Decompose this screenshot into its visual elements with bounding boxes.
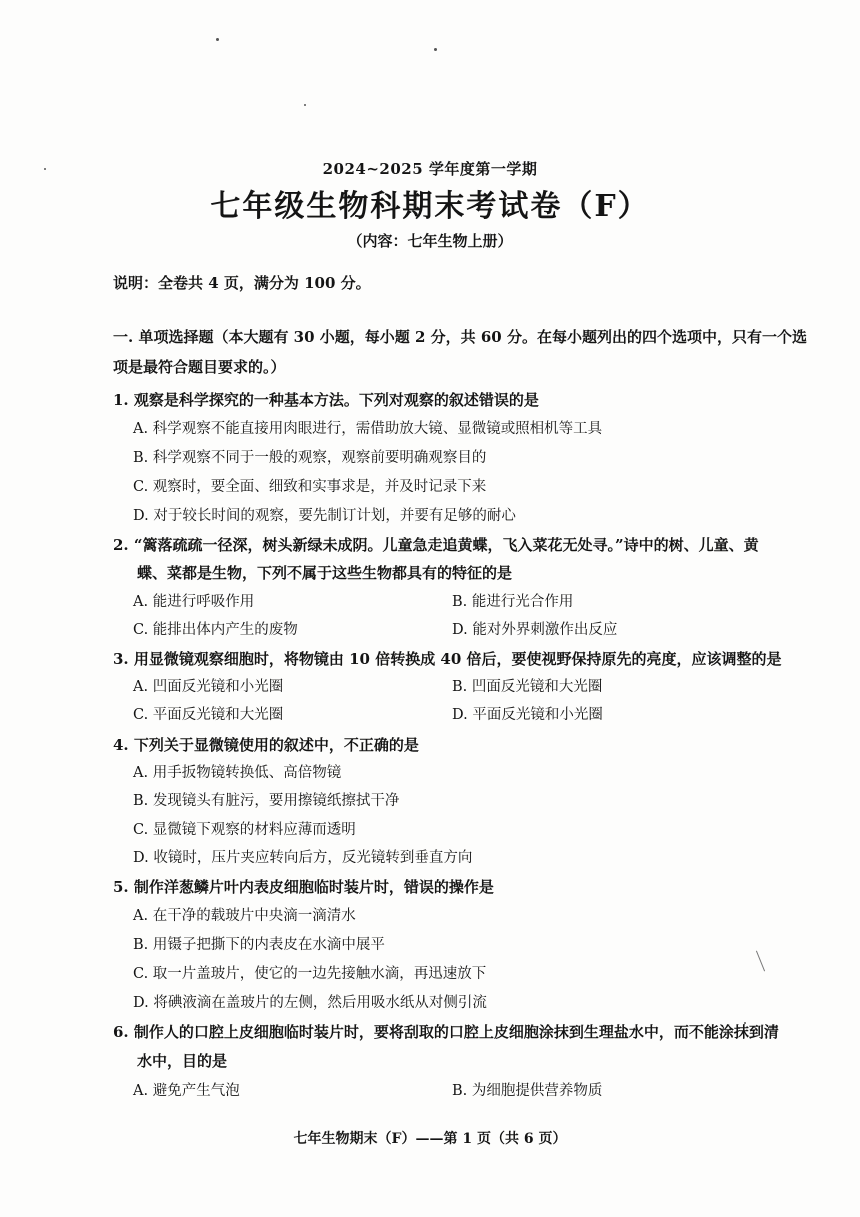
question-5-option-d: D. 将碘液滴在盖玻片的左侧，然后用吸水纸从对侧引流 [133, 995, 487, 1011]
question-6-option-a: A. 避免产生气泡 [133, 1083, 240, 1099]
question-2-option-c: C. 能排出体内产生的废物 [133, 622, 298, 638]
exam-instructions: 说明：全卷共 4 页，满分为 100 分。 [113, 274, 371, 292]
question-5-option-a: A. 在干净的载玻片中央滴一滴清水 [133, 908, 356, 924]
question-1-option-d: D. 对于较长时间的观察，要先制订计划，并要有足够的耐心 [133, 508, 516, 524]
question-6-stem-cont: 水中，目的是 [137, 1052, 228, 1070]
page-footer: 七年生物期末（F）——第 1 页（共 6 页） [293, 1131, 567, 1147]
question-4-stem: 4. 下列关于显微镜使用的叙述中，不正确的是 [113, 736, 419, 754]
question-3-option-b: B. 凹面反光镜和大光圈 [452, 679, 603, 695]
question-3-option-c: C. 平面反光镜和大光圈 [133, 707, 284, 723]
question-4-option-b: B. 发现镜头有脏污，要用擦镜纸擦拭干净 [133, 793, 400, 809]
scan-speck [216, 38, 219, 41]
question-2-stem: 2. “篱落疏疏一径深，树头新绿未成阴。儿童急走追黄蝶，飞入菜花无处寻。”诗中的树、儿童、黄 [113, 536, 759, 554]
page-title: 七年级生物科期末考试卷（F） [210, 189, 650, 224]
question-5-stem: 5. 制作洋葱鳞片叶内表皮细胞临时装片时，错误的操作是 [113, 878, 494, 896]
school-year: 2024~2025 学年度第一学期 [322, 160, 538, 178]
section-heading: 一. 单项选择题（本大题有 30 小题，每小题 2 分，共 60 分。在每小题列出的四个选项中，只有一个选 [113, 328, 807, 346]
question-1-option-b: B. 科学观察不同于一般的观察，观察前要明确观察目的 [133, 450, 487, 466]
scan-speck [434, 48, 437, 51]
question-5-option-b: B. 用镊子把撕下的内表皮在水滴中展平 [133, 937, 385, 953]
question-5-option-c: C. 取一片盖玻片，使它的一边先接触水滴，再迅速放下 [133, 966, 487, 982]
question-6-option-b: B. 为细胞提供营养物质 [452, 1083, 603, 1099]
question-1-option-c: C. 观察时，要全面、细致和实事求是，并及时记录下来 [133, 479, 487, 495]
question-3-stem: 3. 用显微镜观察细胞时，将物镜由 10 倍转换成 40 倍后，要使视野保持原先的亮度，应该调整的是 [113, 650, 782, 668]
question-1-option-a: A. 科学观察不能直接用肉眼进行，需借助放大镜、显微镜或照相机等工具 [133, 421, 603, 437]
question-2-stem-cont: 蝶、菜都是生物，下列不属于这些生物都具有的特征的是 [137, 564, 513, 582]
question-4-option-c: C. 显微镜下观察的材料应薄而透明 [133, 822, 356, 838]
question-6-stem: 6. 制作人的口腔上皮细胞临时装片时，要将刮取的口腔上皮细胞涂抹到生理盐水中，而不能涂抹到清 [113, 1023, 779, 1041]
scan-mark [756, 951, 765, 972]
question-2-option-b: B. 能进行光合作用 [452, 594, 574, 610]
page-subtitle: （内容：七年生物上册） [347, 232, 513, 250]
question-3-option-a: A. 凹面反光镜和小光圈 [133, 679, 284, 695]
question-1-stem: 1. 观察是科学探究的一种基本方法。下列对观察的叙述错误的是 [113, 391, 539, 409]
question-2-option-a: A. 能进行呼吸作用 [133, 594, 255, 610]
question-3-option-d: D. 平面反光镜和小光圈 [452, 707, 603, 723]
question-4-option-d: D. 收镜时，压片夹应转向后方，反光镜转到垂直方向 [133, 850, 473, 866]
question-4-option-a: A. 用手扳物镜转换低、高倍物镜 [133, 765, 342, 781]
question-2-option-d: D. 能对外界刺激作出反应 [452, 622, 618, 638]
section-heading-cont: 项是最符合题目要求的。） [113, 358, 286, 376]
scan-speck [304, 104, 306, 106]
